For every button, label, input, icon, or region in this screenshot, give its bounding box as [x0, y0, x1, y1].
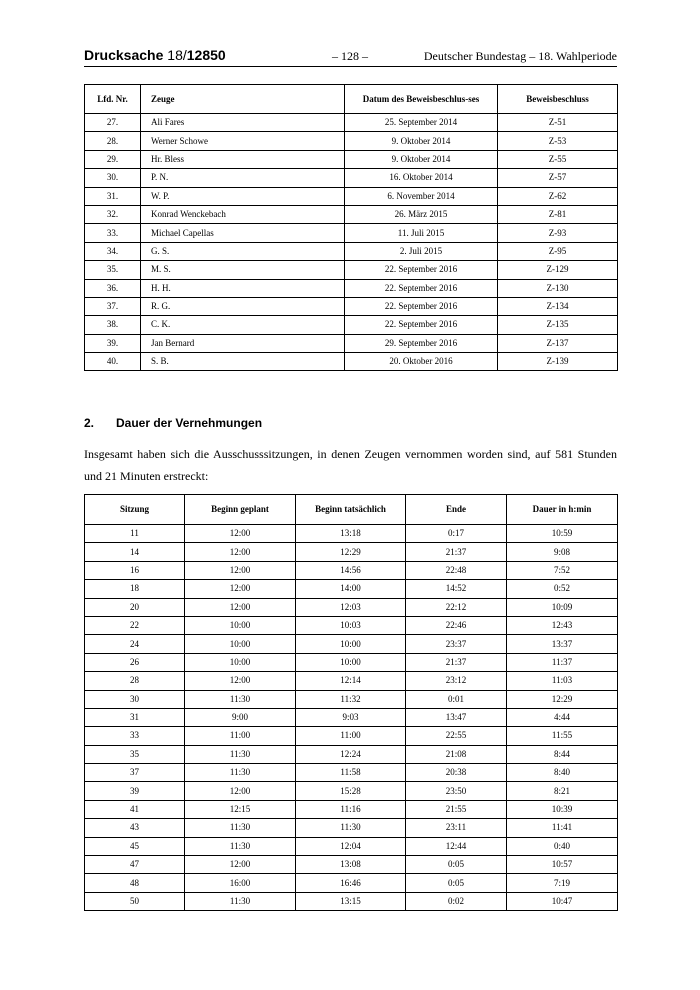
- cell-sitzung: 18: [85, 580, 185, 598]
- cell-ende: 21:08: [406, 745, 507, 763]
- cell-beginn-geplant: 11:00: [185, 727, 296, 745]
- cell-beweisbeschluss: Z-81: [498, 205, 618, 223]
- cell-ende: 12:44: [406, 837, 507, 855]
- doc-label: Drucksache: [84, 47, 164, 63]
- cell-beweisbeschluss: Z-93: [498, 224, 618, 242]
- cell-beginn-geplant: 10:00: [185, 635, 296, 653]
- cell-dauer: 11:55: [507, 727, 618, 745]
- cell-beginn-tatsaechlich: 11:00: [296, 727, 406, 745]
- cell-datum: 22. September 2016: [345, 261, 498, 279]
- cell-beginn-geplant: 12:00: [185, 525, 296, 543]
- cell-beweisbeschluss: Z-55: [498, 150, 618, 168]
- cell-beginn-tatsaechlich: 9:03: [296, 708, 406, 726]
- cell-beweisbeschluss: Z-139: [498, 353, 618, 371]
- cell-sitzung: 45: [85, 837, 185, 855]
- cell-sitzung: 31: [85, 708, 185, 726]
- cell-dauer: 11:41: [507, 819, 618, 837]
- publisher: Deutscher Bundestag – 18. Wahlperiode: [423, 49, 617, 63]
- cell-beweisbeschluss: Z-134: [498, 297, 618, 315]
- table-row: [85, 874, 618, 892]
- cell-beginn-geplant: 11:30: [185, 892, 296, 910]
- witness-table: [84, 84, 618, 371]
- cell-sitzung: 11: [85, 525, 185, 543]
- cell-zeuge: W. P.: [141, 187, 345, 205]
- cell-datum: 20. Oktober 2016: [345, 353, 498, 371]
- cell-sitzung: 14: [85, 543, 185, 561]
- cell-sitzung: 47: [85, 856, 185, 874]
- doc-prefix: 18/: [167, 47, 187, 63]
- cell-sitzung: 41: [85, 800, 185, 818]
- cell-zeuge: Hr. Bless: [141, 150, 345, 168]
- cell-sitzung: 30: [85, 690, 185, 708]
- cell-beginn-geplant: 12:00: [185, 580, 296, 598]
- cell-zeuge: Jan Bernard: [141, 334, 345, 352]
- cell-beginn-tatsaechlich: 10:03: [296, 616, 406, 634]
- section-title: Dauer der Vernehmungen: [116, 416, 263, 430]
- cell-ende: 0:01: [406, 690, 507, 708]
- cell-beweisbeschluss: Z-51: [498, 114, 618, 132]
- cell-ende: 23:50: [406, 782, 507, 800]
- cell-dauer: 10:47: [507, 892, 618, 910]
- cell-sitzung: 20: [85, 598, 185, 616]
- cell-ende: 0:02: [406, 892, 507, 910]
- cell-beweisbeschluss: Z-130: [498, 279, 618, 297]
- table-row: [85, 224, 618, 242]
- table-row: [85, 316, 618, 334]
- session-table-header: [85, 495, 618, 525]
- cell-ende: 21:37: [406, 543, 507, 561]
- cell-ende: 21:55: [406, 800, 507, 818]
- table-row: [85, 187, 618, 205]
- cell-zeuge: G. S.: [141, 242, 345, 260]
- col-beginn-tatsaechlich: Beginn tatsächlich: [296, 495, 406, 525]
- cell-sitzung: 48: [85, 874, 185, 892]
- cell-zeuge: S. B.: [141, 353, 345, 371]
- table-row: [85, 727, 618, 745]
- cell-beweisbeschluss: Z-95: [498, 242, 618, 260]
- table-row: [85, 653, 618, 671]
- cell-beginn-geplant: 12:00: [185, 782, 296, 800]
- table-row: [85, 543, 618, 561]
- cell-dauer: 10:39: [507, 800, 618, 818]
- cell-lfd-nr: 29.: [85, 150, 141, 168]
- cell-sitzung: 43: [85, 819, 185, 837]
- cell-lfd-nr: 35.: [85, 261, 141, 279]
- cell-ende: 13:47: [406, 708, 507, 726]
- table-row: [85, 690, 618, 708]
- cell-sitzung: 35: [85, 745, 185, 763]
- cell-dauer: 9:08: [507, 543, 618, 561]
- col-beweisbeschluss: Beweisbeschluss: [498, 85, 618, 114]
- cell-lfd-nr: 38.: [85, 316, 141, 334]
- cell-dauer: 13:37: [507, 635, 618, 653]
- cell-beginn-geplant: 11:30: [185, 819, 296, 837]
- cell-dauer: 4:44: [507, 708, 618, 726]
- cell-beginn-tatsaechlich: 12:04: [296, 837, 406, 855]
- cell-ende: 0:05: [406, 856, 507, 874]
- cell-sitzung: 28: [85, 672, 185, 690]
- cell-datum: 22. September 2016: [345, 297, 498, 315]
- cell-datum: 6. November 2014: [345, 187, 498, 205]
- section-heading: [84, 415, 262, 431]
- cell-beginn-geplant: 10:00: [185, 653, 296, 671]
- col-beginn-geplant: Beginn geplant: [185, 495, 296, 525]
- cell-beginn-geplant: 12:00: [185, 672, 296, 690]
- cell-lfd-nr: 32.: [85, 205, 141, 223]
- table-row: [85, 764, 618, 782]
- cell-beginn-tatsaechlich: 16:46: [296, 874, 406, 892]
- cell-beginn-tatsaechlich: 10:00: [296, 635, 406, 653]
- cell-beweisbeschluss: Z-137: [498, 334, 618, 352]
- cell-beginn-tatsaechlich: 13:08: [296, 856, 406, 874]
- cell-sitzung: 22: [85, 616, 185, 634]
- cell-zeuge: Michael Capellas: [141, 224, 345, 242]
- cell-lfd-nr: 31.: [85, 187, 141, 205]
- document-number: [84, 46, 226, 64]
- cell-ende: 23:11: [406, 819, 507, 837]
- cell-sitzung: 39: [85, 782, 185, 800]
- cell-dauer: 0:40: [507, 837, 618, 855]
- cell-sitzung: 16: [85, 561, 185, 579]
- doc-number: 12850: [186, 47, 226, 63]
- table-row: [85, 635, 618, 653]
- cell-beweisbeschluss: Z-57: [498, 169, 618, 187]
- cell-datum: 16. Oktober 2014: [345, 169, 498, 187]
- cell-dauer: 8:44: [507, 745, 618, 763]
- cell-dauer: 8:21: [507, 782, 618, 800]
- cell-zeuge: R. G.: [141, 297, 345, 315]
- table-row: [85, 837, 618, 855]
- cell-beginn-geplant: 12:00: [185, 598, 296, 616]
- col-dauer: Dauer in h:min: [507, 495, 618, 525]
- cell-dauer: 12:43: [507, 616, 618, 634]
- table-row: [85, 114, 618, 132]
- cell-lfd-nr: 37.: [85, 297, 141, 315]
- table-row: [85, 672, 618, 690]
- cell-dauer: 8:40: [507, 764, 618, 782]
- cell-ende: 0:05: [406, 874, 507, 892]
- cell-ende: 22:12: [406, 598, 507, 616]
- table-row: [85, 353, 618, 371]
- cell-lfd-nr: 39.: [85, 334, 141, 352]
- cell-beginn-geplant: 12:00: [185, 543, 296, 561]
- cell-ende: 14:52: [406, 580, 507, 598]
- cell-zeuge: Werner Schowe: [141, 132, 345, 150]
- table-row: [85, 150, 618, 168]
- cell-ende: 23:37: [406, 635, 507, 653]
- cell-dauer: 7:52: [507, 561, 618, 579]
- table-row: [85, 580, 618, 598]
- cell-zeuge: Ali Fares: [141, 114, 345, 132]
- cell-datum: 22. September 2016: [345, 279, 498, 297]
- table-row: [85, 205, 618, 223]
- cell-zeuge: Konrad Wenckebach: [141, 205, 345, 223]
- cell-dauer: 11:03: [507, 672, 618, 690]
- col-sitzung: Sitzung: [85, 495, 185, 525]
- cell-dauer: 11:37: [507, 653, 618, 671]
- cell-dauer: 12:29: [507, 690, 618, 708]
- cell-beginn-geplant: 12:00: [185, 856, 296, 874]
- cell-datum: 2. Juli 2015: [345, 242, 498, 260]
- cell-zeuge: H. H.: [141, 279, 345, 297]
- table-row: [85, 242, 618, 260]
- cell-beginn-tatsaechlich: 11:32: [296, 690, 406, 708]
- cell-datum: 25. September 2014: [345, 114, 498, 132]
- witness-table-header: [85, 85, 618, 114]
- cell-sitzung: 26: [85, 653, 185, 671]
- cell-beginn-tatsaechlich: 14:00: [296, 580, 406, 598]
- page-header: [84, 46, 617, 67]
- cell-beginn-geplant: 10:00: [185, 616, 296, 634]
- cell-beginn-tatsaechlich: 13:18: [296, 525, 406, 543]
- cell-beginn-tatsaechlich: 11:30: [296, 819, 406, 837]
- cell-beweisbeschluss: Z-62: [498, 187, 618, 205]
- cell-datum: 9. Oktober 2014: [345, 150, 498, 168]
- cell-lfd-nr: 34.: [85, 242, 141, 260]
- cell-lfd-nr: 30.: [85, 169, 141, 187]
- table-row: [85, 598, 618, 616]
- cell-beginn-tatsaechlich: 15:28: [296, 782, 406, 800]
- cell-datum: 9. Oktober 2014: [345, 132, 498, 150]
- cell-beginn-geplant: 16:00: [185, 874, 296, 892]
- cell-sitzung: 24: [85, 635, 185, 653]
- cell-beginn-geplant: 12:15: [185, 800, 296, 818]
- cell-lfd-nr: 33.: [85, 224, 141, 242]
- cell-sitzung: 50: [85, 892, 185, 910]
- intro-paragraph: Insgesamt haben sich die Ausschusssitzungen, in denen Zeugen vernommen worden sind, auf 581 Stunden und 21 Minuten erstreckt:: [84, 447, 617, 483]
- cell-lfd-nr: 40.: [85, 353, 141, 371]
- cell-ende: 22:48: [406, 561, 507, 579]
- cell-beginn-geplant: 12:00: [185, 561, 296, 579]
- table-row: [85, 169, 618, 187]
- cell-beginn-tatsaechlich: 12:24: [296, 745, 406, 763]
- cell-ende: 22:46: [406, 616, 507, 634]
- session-table: [84, 494, 618, 911]
- session-table-body: [85, 525, 618, 911]
- col-ende: Ende: [406, 495, 507, 525]
- cell-beginn-tatsaechlich: 12:29: [296, 543, 406, 561]
- col-lfd-nr: Lfd. Nr.: [85, 85, 141, 114]
- cell-datum: 22. September 2016: [345, 316, 498, 334]
- cell-ende: 21:37: [406, 653, 507, 671]
- table-row: [85, 708, 618, 726]
- cell-datum: 26. März 2015: [345, 205, 498, 223]
- table-row: [85, 892, 618, 910]
- table-row: [85, 279, 618, 297]
- cell-beweisbeschluss: Z-135: [498, 316, 618, 334]
- cell-dauer: 10:59: [507, 525, 618, 543]
- cell-beginn-tatsaechlich: 12:14: [296, 672, 406, 690]
- cell-zeuge: C. K.: [141, 316, 345, 334]
- table-row: [85, 800, 618, 818]
- cell-beginn-tatsaechlich: 12:03: [296, 598, 406, 616]
- cell-dauer: 10:09: [507, 598, 618, 616]
- table-row: [85, 334, 618, 352]
- cell-dauer: 7:19: [507, 874, 618, 892]
- table-row: [85, 856, 618, 874]
- cell-beginn-tatsaechlich: 13:15: [296, 892, 406, 910]
- cell-beginn-tatsaechlich: 11:16: [296, 800, 406, 818]
- table-row: [85, 782, 618, 800]
- cell-dauer: 0:52: [507, 580, 618, 598]
- cell-beginn-geplant: 11:30: [185, 690, 296, 708]
- cell-zeuge: P. N.: [141, 169, 345, 187]
- cell-beginn-tatsaechlich: 10:00: [296, 653, 406, 671]
- table-row: [85, 525, 618, 543]
- cell-lfd-nr: 27.: [85, 114, 141, 132]
- table-row: [85, 297, 618, 315]
- cell-ende: 23:12: [406, 672, 507, 690]
- table-row: [85, 745, 618, 763]
- cell-beginn-geplant: 11:30: [185, 745, 296, 763]
- cell-sitzung: 33: [85, 727, 185, 745]
- cell-datum: 11. Juli 2015: [345, 224, 498, 242]
- cell-beweisbeschluss: Z-129: [498, 261, 618, 279]
- table-row: [85, 616, 618, 634]
- page-number: – 128 –: [332, 49, 368, 63]
- table-row: [85, 132, 618, 150]
- cell-beginn-tatsaechlich: 11:58: [296, 764, 406, 782]
- table-row: [85, 819, 618, 837]
- table-row: [85, 561, 618, 579]
- cell-sitzung: 37: [85, 764, 185, 782]
- cell-beginn-geplant: 9:00: [185, 708, 296, 726]
- witness-table-body: [85, 114, 618, 371]
- cell-beweisbeschluss: Z-53: [498, 132, 618, 150]
- cell-zeuge: M. S.: [141, 261, 345, 279]
- col-datum: Datum des Beweisbeschlus-ses: [345, 85, 498, 114]
- cell-ende: 20:38: [406, 764, 507, 782]
- cell-beginn-tatsaechlich: 14:56: [296, 561, 406, 579]
- col-zeuge: Zeuge: [141, 85, 345, 114]
- cell-datum: 29. September 2016: [345, 334, 498, 352]
- table-row: [85, 261, 618, 279]
- cell-ende: 0:17: [406, 525, 507, 543]
- cell-dauer: 10:57: [507, 856, 618, 874]
- cell-beginn-geplant: 11:30: [185, 837, 296, 855]
- cell-beginn-geplant: 11:30: [185, 764, 296, 782]
- cell-lfd-nr: 28.: [85, 132, 141, 150]
- cell-lfd-nr: 36.: [85, 279, 141, 297]
- cell-ende: 22:55: [406, 727, 507, 745]
- section-number: 2.: [84, 416, 95, 430]
